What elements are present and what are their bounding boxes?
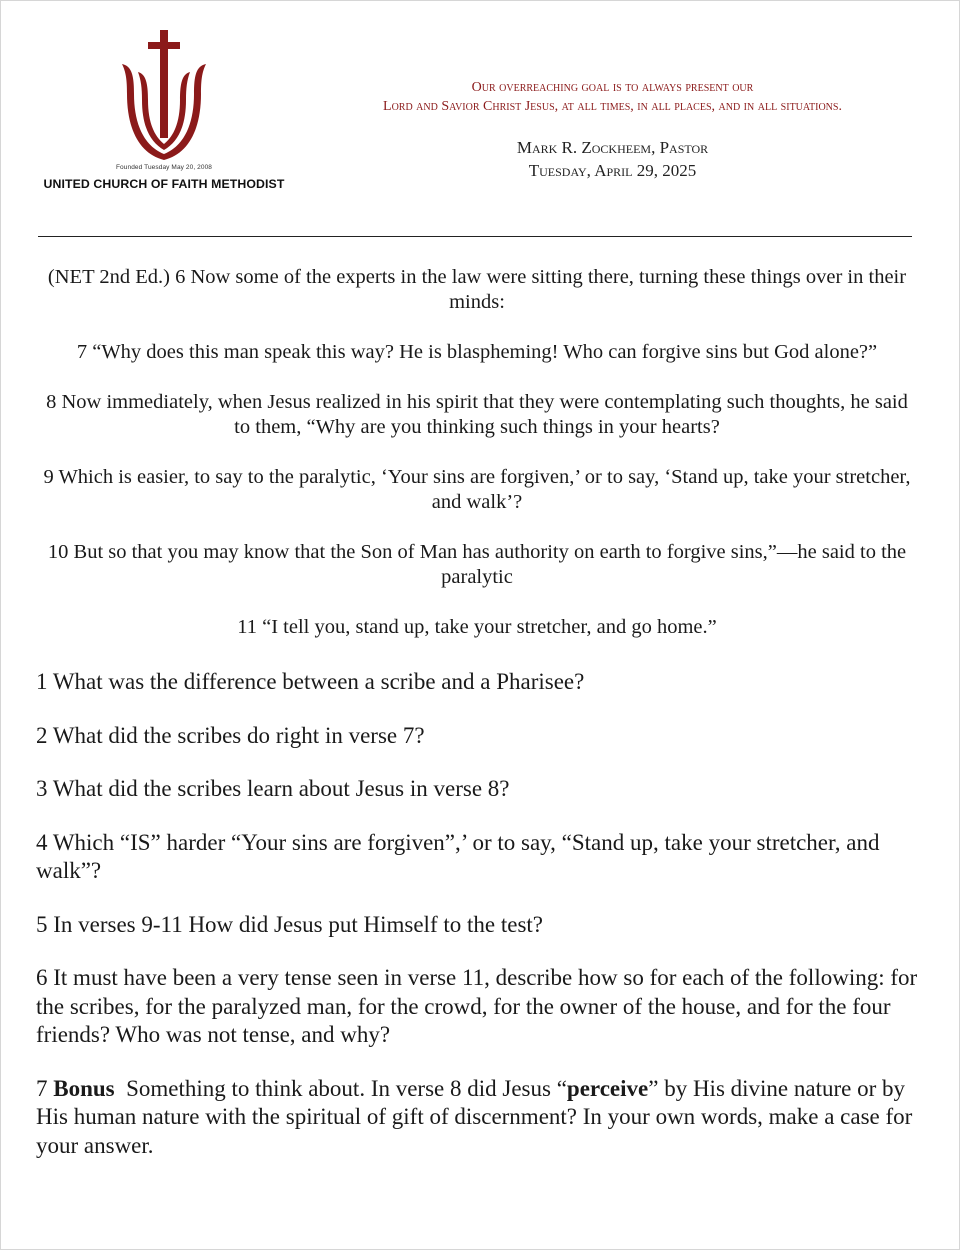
church-logo [38, 28, 290, 198]
question: 3 What did the scribes learn about Jesus in verse 8? [36, 776, 510, 801]
scripture-passage [36, 265, 918, 665]
verse: 7 “Why does this man speak this way? He is blaspheming! Who can forgive sins but God alone?” [76, 341, 878, 363]
mission-line-1: Our overreaching goal is to always present our [471, 80, 754, 95]
bonus-text-part-2: ” by His divine nature or by His human nature with the spiritual of gift of discernment? In your own words, make a case for your answer. [36, 1075, 913, 1158]
verse: (NET 2nd Ed.) 6 Now some of the experts in the law were sitting there, turning these things over in their minds: [47, 266, 907, 313]
mission-statement [360, 78, 865, 116]
pastor-info [360, 136, 865, 182]
bonus-question [36, 1075, 926, 1161]
question: 6 It must have been a very tense seen in verse 11, describe how so for each of the following: for the scribes, for the paralyzed man, for the crowd, for the owner of the house, and for the four friends? Who was not tense, and why? [36, 965, 918, 1047]
mission-line-2: Lord and Savior Christ Jesus, at all times, in all places, and in all situations. [383, 99, 842, 114]
bonus-emphasis: perceive [566, 1075, 649, 1101]
church-name: UNITED CHURCH OF FAITH METHODIST [43, 177, 285, 191]
cross-tulip-logo-icon [118, 28, 210, 160]
founded-date: Founded Tuesday May 20, 2008 [115, 164, 213, 171]
verse: 10 But so that you may know that the Son of Man has authority on earth to forgive sins,”—he said to the paralytic [47, 541, 907, 588]
bonus-label: Bonus [53, 1075, 115, 1101]
verse: 11 “I tell you, stand up, take your stretcher, and go home.” [237, 616, 717, 638]
question: 1 What was the difference between a scribe and a Pharisee? [36, 669, 585, 694]
question: 4 Which “IS” harder “Your sins are forgiven”,’ or to say, “Stand up, take your stretcher, and walk”? [36, 829, 880, 883]
question: 2 What did the scribes do right in verse 7? [36, 722, 425, 748]
bonus-number: 7 [36, 1075, 48, 1101]
document-date: Tuesday, April 29, 2025 [528, 161, 697, 180]
bonus-text-part-1: Something to think about. In verse 8 did Jesus “ [114, 1075, 567, 1101]
verse: 8 Now immediately, when Jesus realized in his spirit that they were contemplating such thoughts, he said to them, “Why are you thinking such things in your hearts? [46, 391, 908, 438]
question: 5 In verses 9-11 How did Jesus put Himself to the test? [36, 911, 543, 937]
pastor-name: Mark R. Zockheem, Pastor [516, 138, 709, 157]
verse: 9 Which is easier, to say to the paralytic, ‘Your sins are forgiven,’ or to say, ‘Stand up, take your stretcher, and walk’? [43, 466, 911, 513]
header-divider [38, 236, 912, 237]
study-questions [36, 668, 926, 1185]
